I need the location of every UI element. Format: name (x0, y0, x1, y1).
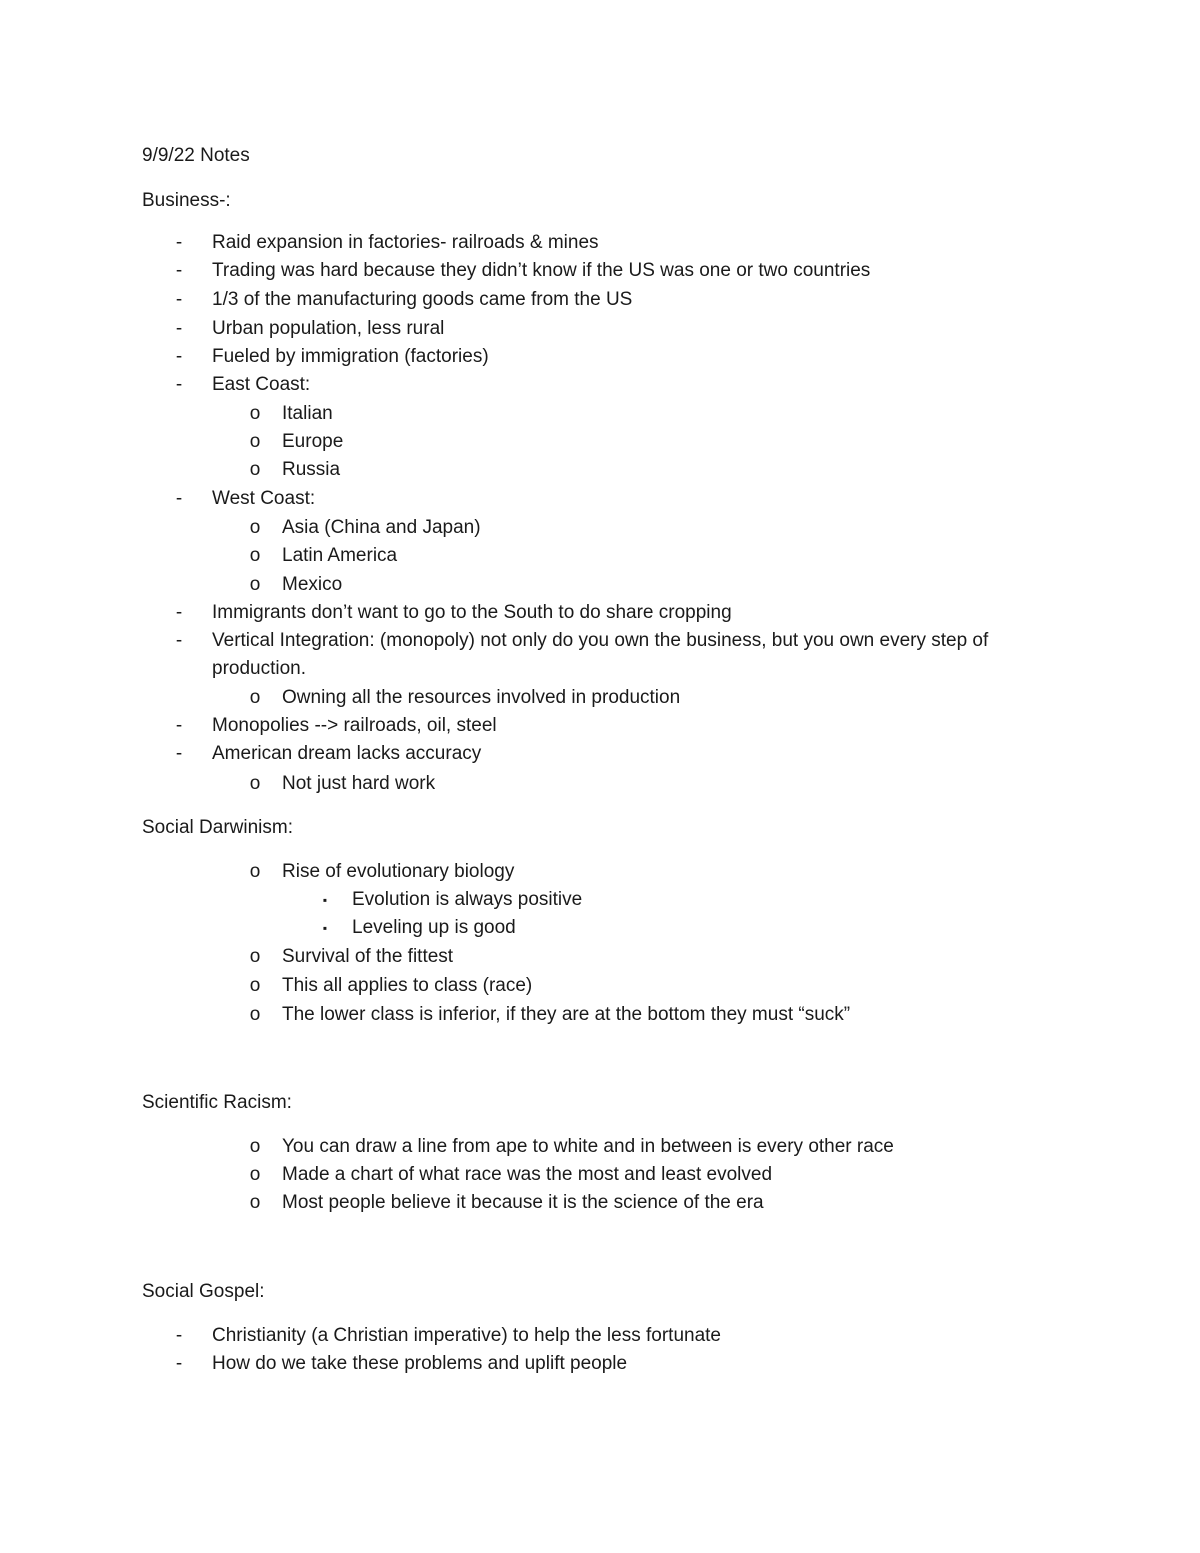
section-heading-social-gospel: Social Gospel: (142, 1281, 265, 1302)
square-bullet: ▪ (322, 921, 328, 935)
circle-bullet: o (249, 431, 261, 452)
dash-bullet: - (175, 488, 183, 509)
list-item: How do we take these problems and uplift people (212, 1353, 628, 1374)
sub-list-item: Made a chart of what race was the most and least evolved (282, 1164, 773, 1185)
circle-bullet: o (249, 946, 261, 967)
sub-list-item: Survival of the fittest (282, 946, 454, 967)
sub-list-item: Most people believe it because it is the science of the era (282, 1192, 764, 1213)
circle-bullet: o (249, 1136, 261, 1157)
sub-list-item: Russia (282, 459, 341, 480)
sub-list-item: You can draw a line from ape to white and in between is every other race (282, 1136, 894, 1157)
dash-bullet: - (175, 715, 183, 736)
dash-bullet: - (175, 602, 183, 623)
list-item: Immigrants don’t want to go to the South to do share cropping (212, 602, 732, 623)
circle-bullet: o (249, 574, 261, 595)
sub-list-item: Mexico (282, 574, 343, 595)
list-item: Fueled by immigration (factories) (212, 346, 489, 367)
circle-bullet: o (249, 1004, 261, 1025)
sub-list-item: Europe (282, 431, 344, 452)
circle-bullet: o (249, 1192, 261, 1213)
circle-bullet: o (249, 517, 261, 538)
dash-bullet: - (175, 289, 183, 310)
sub-list-item: Not just hard work (282, 773, 436, 794)
sub-sub-list-item: Leveling up is good (352, 917, 516, 938)
dash-bullet: - (175, 346, 183, 367)
square-bullet: ▪ (322, 893, 328, 907)
dash-bullet: - (175, 1325, 183, 1346)
sub-list-item: Latin America (282, 545, 398, 566)
list-item: Vertical Integration: (monopoly) not only do you own the business, but you own every step of (212, 630, 989, 651)
circle-bullet: o (249, 403, 261, 424)
circle-bullet: o (249, 773, 261, 794)
sub-list-item: Asia (China and Japan) (282, 517, 481, 538)
circle-bullet: o (249, 687, 261, 708)
dash-bullet: - (175, 232, 183, 253)
dash-bullet: - (175, 1353, 183, 1374)
dash-bullet: - (175, 260, 183, 281)
dash-bullet: - (175, 318, 183, 339)
sub-sub-list-item: Evolution is always positive (352, 889, 583, 910)
list-item-continuation: production. (212, 658, 307, 679)
sub-list-item: The lower class is inferior, if they are at the bottom they must “suck” (282, 1004, 851, 1025)
circle-bullet: o (249, 861, 261, 882)
list-item: Urban population, less rural (212, 318, 445, 339)
sub-list-item: Italian (282, 403, 333, 424)
document-title: 9/9/22 Notes (142, 145, 250, 166)
sub-list-item: Owning all the resources involved in production (282, 687, 681, 708)
dash-bullet: - (175, 374, 183, 395)
dash-bullet: - (175, 630, 183, 651)
circle-bullet: o (249, 1164, 261, 1185)
section-heading-business: Business-: (142, 190, 231, 211)
list-item: Trading was hard because they didn’t know if the US was one or two countries (212, 260, 871, 281)
list-item: Christianity (a Christian imperative) to help the less fortunate (212, 1325, 722, 1346)
section-heading-scientific-racism: Scientific Racism: (142, 1092, 292, 1113)
circle-bullet: o (249, 459, 261, 480)
dash-bullet: - (175, 743, 183, 764)
sub-list-item: Rise of evolutionary biology (282, 861, 515, 882)
circle-bullet: o (249, 545, 261, 566)
section-heading-social-darwinism: Social Darwinism: (142, 817, 293, 838)
circle-bullet: o (249, 975, 261, 996)
list-item: West Coast: (212, 488, 316, 509)
list-item: 1/3 of the manufacturing goods came from the US (212, 289, 633, 310)
sub-list-item: This all applies to class (race) (282, 975, 533, 996)
list-item: Monopolies --> railroads, oil, steel (212, 715, 497, 736)
list-item: American dream lacks accuracy (212, 743, 482, 764)
list-item: Raid expansion in factories- railroads & mines (212, 232, 599, 253)
list-item: East Coast: (212, 374, 311, 395)
